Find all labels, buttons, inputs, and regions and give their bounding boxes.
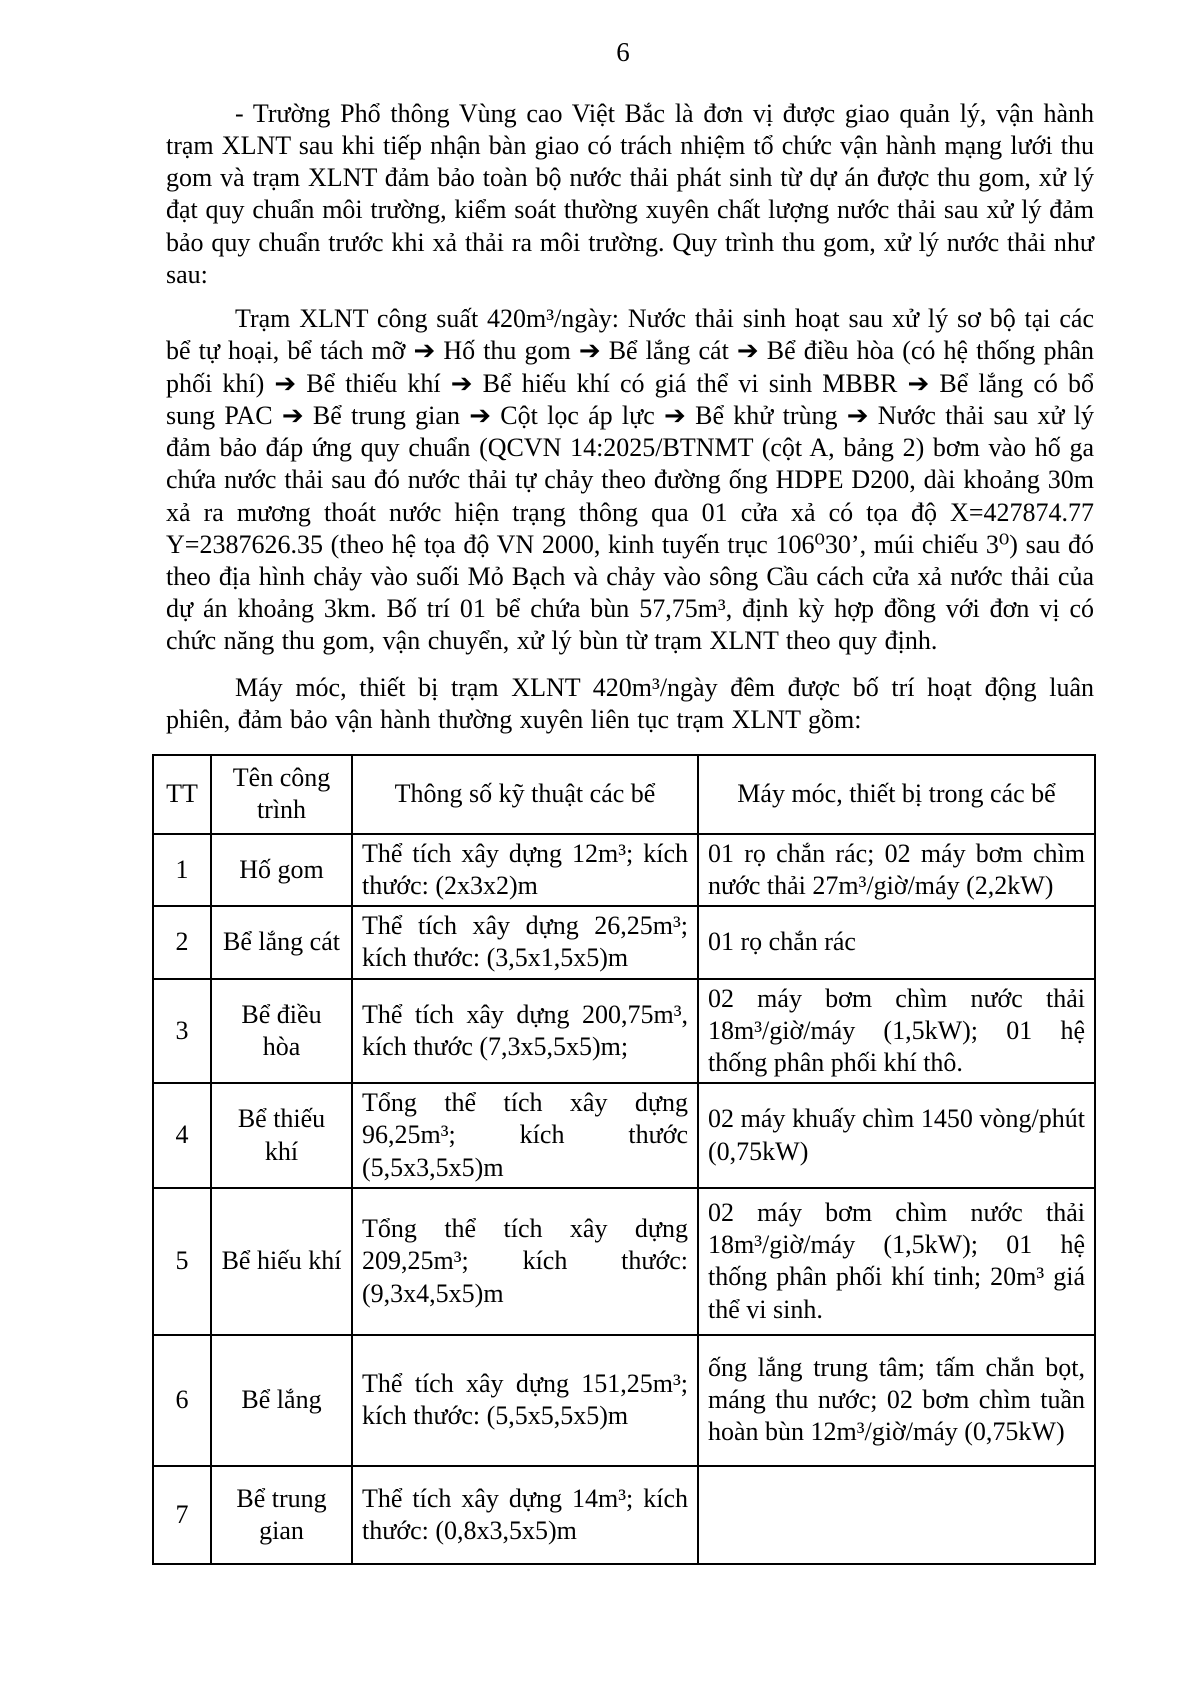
cell-equipment: ống lắng trung tâm; tấm chắn bọt, máng thu nước; 02 bơm chìm tuần hoàn bùn 12m³/giờ/máy (0,75kW) [698, 1335, 1095, 1466]
cell-specs: Tổng thể tích xây dựng 209,25m³; kích thước: (9,3x4,5x5)m [352, 1188, 698, 1335]
cell-tt: 1 [153, 834, 211, 906]
table-row [153, 1466, 1095, 1564]
table-row [153, 906, 1095, 978]
cell-tt: 2 [153, 906, 211, 978]
cell-work-name: Bể lắng cát [211, 906, 352, 978]
treatment-works-table [152, 754, 1096, 1565]
cell-work-name: Bể thiếu khí [211, 1083, 352, 1188]
cell-specs: Thể tích xây dựng 151,25m³; kích thước: (5,5x5,5x5)m [352, 1335, 698, 1466]
cell-tt: 4 [153, 1083, 211, 1188]
cell-specs: Thể tích xây dựng 12m³; kích thước: (2x3x2)m [352, 834, 698, 906]
table-row [153, 979, 1095, 1084]
cell-equipment: 01 rọ chắn rác [698, 906, 1095, 978]
cell-work-name: Bể hiếu khí [211, 1188, 352, 1335]
table-row [153, 834, 1095, 906]
table-row [153, 1083, 1095, 1188]
cell-work-name: Bể trung gian [211, 1466, 352, 1564]
paragraph-treatment-process: Trạm XLNT công suất 420m³/ngày: Nước thải sinh hoạt sau xử lý sơ bộ tại các bể tự hoại, bể tách mỡ ➔ Hố thu gom ➔ Bể lắng cát ➔ Bể điều hòa (có hệ thống phân phối khí) ➔ Bể thiếu khí ➔ Bể hiếu khí có giá thể vi sinh MBBR ➔ Bể lắng có bổ sung PAC ➔ Bể trung gian ➔ Cột lọc áp lực ➔ Bể khử trùng ➔ Nước thải sau xử lý đảm bảo đáp ứng quy chuẩn (QCVN 14:2025/BTNMT (cột A, bảng 2) bơm vào hố ga chứa nước thải sau đó nước thải tự chảy theo đường ống HDPE D200, dài khoảng 30m xả ra mương thoát nước hiện trạng thông qua 01 cửa xả có tọa độ X=427874.77 Y=2387626.35 (theo hệ tọa độ VN 2000, kinh tuyến trục 106⁰30’, múi chiếu 3⁰) sau đó theo địa hình chảy vào suối Mỏ Bạch và chảy vào sông Cầu cách cửa xả nước thải của dự án khoảng 3km. Bố trí 01 bể chứa bùn 57,75m³, định kỳ hợp đồng với đơn vị có chức năng thu gom, vận chuyển, xử lý bùn từ trạm XLNT theo quy định. [166, 304, 1094, 656]
cell-specs: Thể tích xây dựng 26,25m³; kích thước: (3,5x1,5x5)m [352, 906, 698, 978]
cell-equipment: 02 máy khuấy chìm 1450 vòng/phút (0,75kW) [698, 1083, 1095, 1188]
cell-equipment: 02 máy bơm chìm nước thải 18m³/giờ/máy (1,5kW); 01 hệ thống phân phối khí thô. [698, 979, 1095, 1084]
cell-work-name: Hố gom [211, 834, 352, 906]
table-row [153, 1335, 1095, 1466]
table-row [153, 1188, 1095, 1335]
header-ten-cong-trinh: Tên công trình [211, 755, 352, 833]
cell-specs: Thể tích xây dựng 200,75m³, kích thước (7,3x5,5x5)m; [352, 979, 698, 1084]
cell-tt: 3 [153, 979, 211, 1084]
cell-tt: 7 [153, 1466, 211, 1564]
cell-equipment: 02 máy bơm chìm nước thải 18m³/giờ/máy (1,5kW); 01 hệ thống phân phối khí tinh; 20m³ giá thể vi sinh. [698, 1188, 1095, 1335]
header-thong-so: Thông số kỹ thuật các bể [352, 755, 698, 833]
cell-work-name: Bể lắng [211, 1335, 352, 1466]
table-header-row [153, 755, 1095, 833]
paragraph-responsibility: - Trường Phổ thông Vùng cao Việt Bắc là đơn vị được giao quản lý, vận hành trạm XLNT sau khi tiếp nhận bàn giao có trách nhiệm tổ chức vận hành mạng lưới thu gom và trạm XLNT đảm bảo toàn bộ nước thải phát sinh từ dự án được thu gom, xử lý đạt quy chuẩn môi trường, kiểm soát thường xuyên chất lượng nước thải sau xử lý đảm bảo quy chuẩn trước khi xả thải ra môi trường. Quy trình thu gom, xử lý nước thải như sau: [166, 98, 1094, 289]
header-may-moc: Máy móc, thiết bị trong các bể [698, 755, 1095, 833]
cell-equipment [698, 1466, 1095, 1564]
cell-equipment: 01 rọ chắn rác; 02 máy bơm chìm nước thải 27m³/giờ/máy (2,2kW) [698, 834, 1095, 906]
paragraph-equipment-intro: Máy móc, thiết bị trạm XLNT 420m³/ngày đêm được bố trí hoạt động luân phiên, đảm bảo vận hành thường xuyên liên tục trạm XLNT gồm: [166, 672, 1094, 734]
cell-specs: Tổng thể tích xây dựng 96,25m³; kích thước (5,5x3,5x5)m [352, 1083, 698, 1188]
cell-tt: 5 [153, 1188, 211, 1335]
cell-specs: Thể tích xây dựng 14m³; kích thước: (0,8x3,5x5)m [352, 1466, 698, 1564]
cell-tt: 6 [153, 1335, 211, 1466]
page-number: 6 [616, 37, 630, 67]
cell-work-name: Bể điều hòa [211, 979, 352, 1084]
header-tt: TT [153, 755, 211, 833]
